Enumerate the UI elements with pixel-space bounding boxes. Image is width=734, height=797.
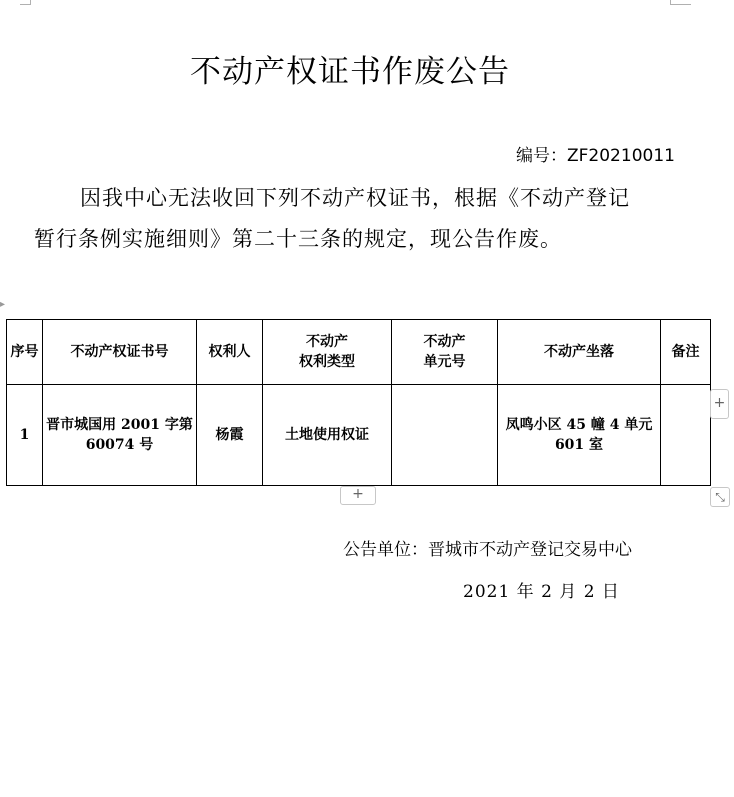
table-header-row — [7, 320, 711, 385]
announcement-body — [34, 178, 684, 260]
announcement-date: 2021 年 2 月 2 日 — [463, 582, 620, 602]
header-cert-no[interactable]: 不动产权证书号 — [43, 320, 197, 385]
announcement-title: 不动产权证书作废公告 — [190, 54, 510, 90]
header-unit-no-line1: 不动产 — [423, 334, 466, 350]
cell-seq[interactable]: 1 — [7, 385, 43, 486]
cell-cert-no[interactable]: 晋市城国用 2001 字第 60074 号 — [43, 385, 197, 486]
cell-location[interactable]: 凤鸣小区 45 幢 4 单元 601 室 — [498, 385, 661, 486]
cell-right-type[interactable]: 土地使用权证 — [263, 385, 392, 486]
header-right-type-line2: 权利类型 — [299, 354, 355, 370]
page-corner-mark-right — [670, 0, 691, 5]
add-row-button[interactable]: + — [340, 486, 376, 505]
announcing-unit: 公告单位：晋城市不动产登记交易中心 — [343, 540, 632, 560]
body-line-2: 暂行条例实施细则》第二十三条的规定，现公告作废。 — [34, 227, 562, 251]
cell-holder[interactable]: 杨霞 — [197, 385, 263, 486]
header-location[interactable]: 不动产坐落 — [498, 320, 661, 385]
header-unit-no-line2: 单元号 — [423, 354, 466, 370]
document-number: 编号：ZF20210011 — [516, 146, 675, 166]
body-line-1: 因我中心无法收回下列不动产权证书，根据《不动产登记 — [80, 186, 630, 210]
header-right-type-line1: 不动产 — [306, 334, 348, 350]
header-seq[interactable]: 序号 — [7, 320, 43, 385]
certificate-table — [6, 319, 711, 486]
cell-remark[interactable] — [661, 385, 711, 486]
header-holder[interactable]: 权利人 — [197, 320, 263, 385]
table-resize-handle[interactable]: ⤡ — [710, 487, 730, 507]
table-move-handle[interactable]: ▸ — [0, 299, 6, 310]
add-column-button[interactable]: + — [710, 389, 729, 419]
cell-unit-no[interactable] — [392, 385, 498, 486]
header-right-type[interactable] — [263, 320, 392, 385]
header-unit-no[interactable] — [392, 320, 498, 385]
page-corner-mark-left — [20, 0, 31, 5]
table-row — [7, 385, 711, 486]
header-remark[interactable]: 备注 — [661, 320, 711, 385]
